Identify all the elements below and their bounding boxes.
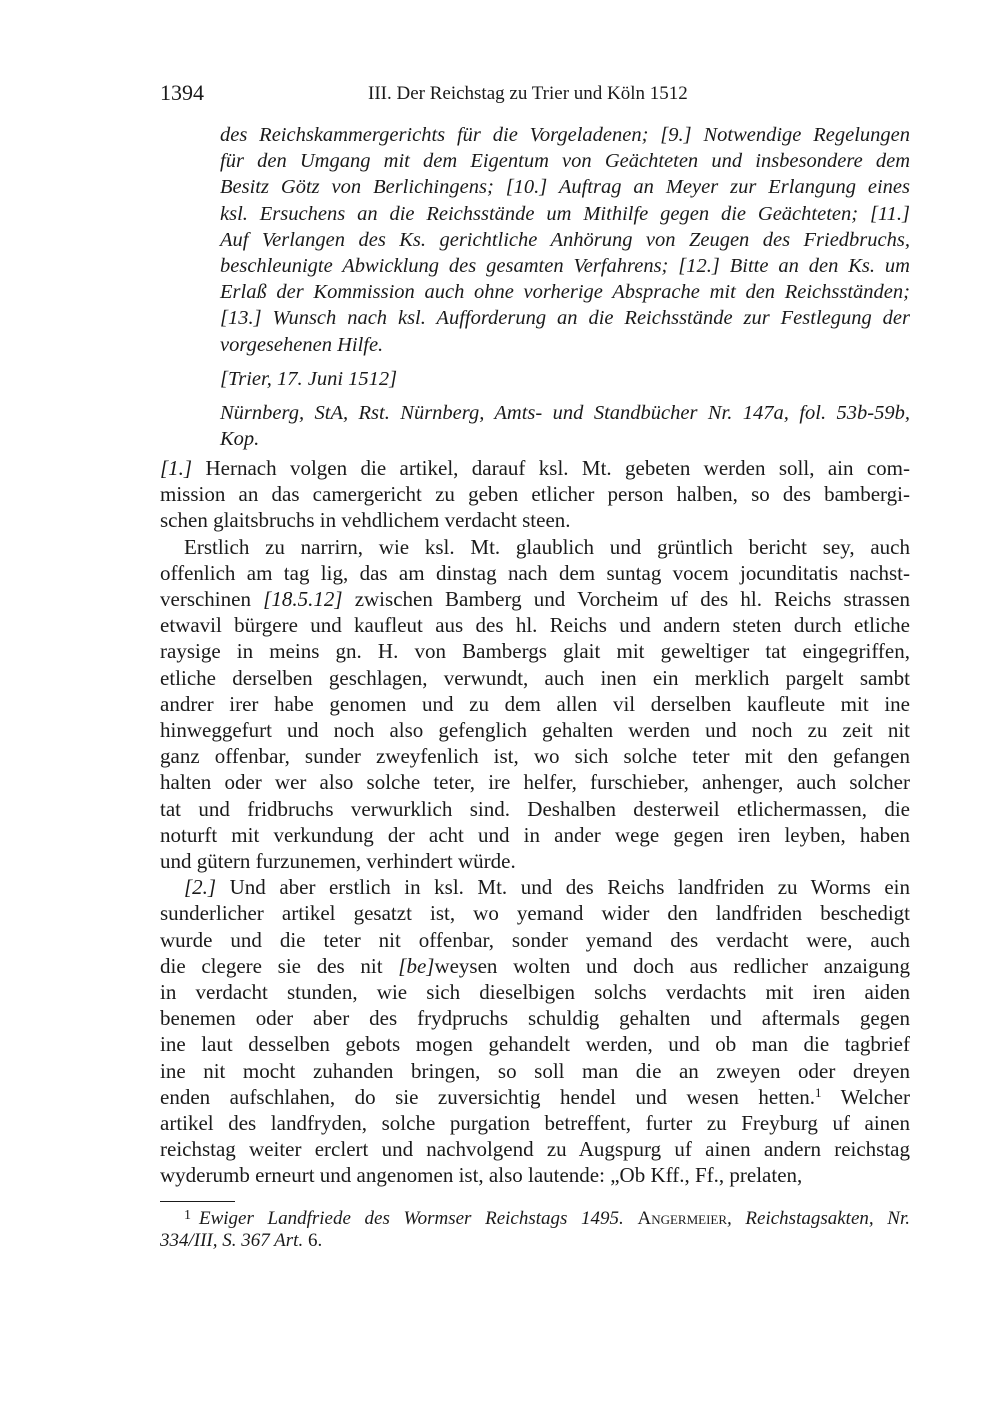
summary-line: Besitz Götz von Berlichingens; [10.] Auftrag an Meyer zur Erlangung eines: [220, 176, 910, 199]
text-line: ganz offenbar, sunder zweyfenlich ist, wo sich solche teter mit den gefangen: [160, 744, 910, 769]
footnote-line: $^1$ Ewiger Landfriede des Wormser Reichstags 1495. Angermeier, Reichstagsakten, Nr.: [184, 1208, 910, 1229]
text-line: etliche derselben geschlagen, verwundt, auch inen ein merklich pargelt sambt: [160, 665, 910, 690]
source-line: Kop.: [220, 428, 260, 451]
footnote: [160, 1208, 910, 1252]
text-line: ine laut desselben gebots mogen gehandelt werden, und ob man die tagbrief: [160, 1032, 910, 1057]
footnote-reference[interactable]: 1: [814, 1084, 822, 1100]
text-line: halten oder wer also solche teter, ire helfer, furschieber, anhenger, auch solcher: [160, 770, 910, 795]
text-line: andrer irer habe genomen und zu dem allen vil derselben kaufleute mit ine: [160, 691, 910, 716]
text-line: ine nit mocht zuhanden bringen, so soll man die an zweyen oder dreyen: [160, 1058, 910, 1083]
summary-line: für den Umgang mit dem Eigentum von Geächteten und insbesondere dem: [220, 150, 910, 173]
text-line: noturft mit verkundung der acht und in ander wege gegen iren leyben, haben: [160, 822, 910, 847]
page-header: [160, 80, 910, 110]
text-line: reichstag weiter erclert und nachvolgend zu Augspurg uf ainen andern reichstag: [160, 1137, 910, 1162]
text-line: die clegere sie des nit [be]weysen wolten und doch aus redlicher anzaigung: [160, 953, 910, 978]
paragraph-marker: [1.]: [160, 456, 193, 480]
paragraph-marker: [2.]: [184, 875, 217, 900]
text-line: offenlich am tag lig, das am dinstag nach dem suntag vocem jocunditatis nachst-: [160, 560, 910, 585]
footnote-divider: [160, 1201, 235, 1202]
summary-line: des Reichskammergerichts für die Vorgeladenen; [9.] Notwendige Regelungen: [220, 124, 910, 146]
text-line: tat und fridbruchs verwurklich sind. Deshalben desterweil etlichermassen, die: [160, 796, 910, 821]
source-citation: [220, 400, 910, 452]
summary-line: [13.] Wunsch nach ksl. Aufforderung an die Reichsstände zur Festlegung der: [220, 307, 910, 330]
document-summary: [220, 122, 910, 452]
text-line: sunderlicher artikel gesatzt ist, wo yemand wider den landfriden beschedigt: [160, 901, 910, 926]
text-line: [2.] Und aber erstlich in ksl. Mt. und des Reichs landfriden zu Worms ein: [184, 875, 910, 900]
text-line: schen glaitsbruchs in vehdlichem verdacht steen.: [160, 508, 571, 533]
main-text: [160, 455, 910, 1189]
source-line: Nürnberg, StA, Rst. Nürnberg, Amts- und Standbücher Nr. 147a, fol. 53b-59b,: [220, 402, 910, 425]
author-name: Angermeier: [637, 1208, 728, 1229]
footnote-number: 1: [184, 1208, 191, 1223]
text-line: wyderumb erneurt und angenomen ist, also lautende: „Ob Kff., Ff., prelaten,: [160, 1163, 803, 1188]
summary-line: vorgesehenen Hilfe.: [220, 333, 384, 356]
running-head: III. Der Reichstag zu Trier und Köln 1512: [368, 83, 688, 104]
text-line: wurde und die teter nit offenbar, sonder yemand des verdacht were, auch: [160, 927, 910, 952]
text-line: verschinen [18.5.12] zwischen Bamberg und Vorcheim uf des hl. Reichs strassen: [160, 587, 911, 612]
text-line: etwavil bürgere und kaufleut aus des hl. Reichs und andern steten durch etliche: [160, 613, 910, 638]
summary-line: ksl. Ersuchens an die Reichsstände um Mithilfe gegen die Geächteten; [11.]: [220, 202, 910, 225]
summary-line: Auf Verlangen des Ks. gerichtliche Anhörung von Zeugen des Friedbruchs,: [220, 228, 910, 251]
text-line: hinweggefurt und noch also gefenglich gehalten werden und noch zu zeit nit: [160, 718, 910, 743]
text-line: artikel des landfryden, solche purgation betreffent, furter zu Freyburg uf ainen: [160, 1111, 910, 1136]
editorial-date: [18.5.12]: [263, 587, 343, 612]
text-line: mission an das camergericht zu geben etlicher person halben, so des bambergi-: [160, 482, 910, 507]
text-line: benemen oder aber des frydpruchs schuldig gehalten und aftermals gegen: [160, 1006, 910, 1031]
text-line: und gütern furzunemen, verhindert würde.: [160, 849, 516, 874]
page-number: 1394: [160, 80, 204, 105]
text-line: enden aufschlahen, do sie zuversichtig hendel und wesen hetten.$^1$ Welcher: [160, 1084, 910, 1109]
summary-line: beschleunigte Abwicklung des gesamten Verfahrens; [12.] Bitte an den Ks. um: [220, 255, 910, 278]
text-line: [1.] Hernach volgen die artikel, darauf ksl. Mt. gebeten werden soll, ain com-: [160, 456, 910, 480]
text-line: raysige in meins gn. H. von Bambergs glait mit geweltiger tat eingegriffen,: [160, 639, 910, 664]
editorial-insertion: [be]: [398, 953, 435, 978]
summary-line: Erlaß der Kommission auch ohne vorherige Absprache mit den Reichsständen;: [220, 281, 910, 304]
text-line: in verdacht stunden, wie sich dieselbigen solchs verdachts mit iren aiden: [160, 980, 910, 1005]
text-line: Erstlich zu narrirn, wie ksl. Mt. glaublich und grüntlich bericht sey, auch: [184, 534, 910, 559]
footnote-line: 334/III, S. 367 Art. 6.: [160, 1230, 323, 1251]
dateline: [Trier, 17. Juni 1512]: [220, 367, 398, 390]
